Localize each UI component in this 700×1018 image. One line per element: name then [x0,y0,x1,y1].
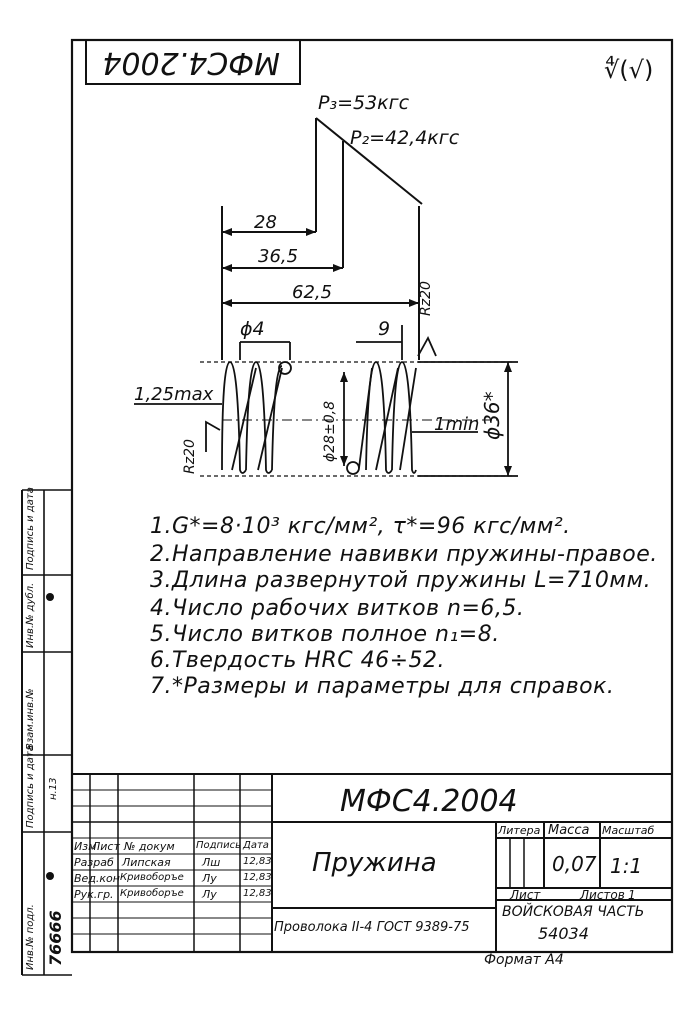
side-label-sign-date-bottom: Подпись и дата [25,745,36,828]
load-p2-label: P₂=42,4кгс [350,127,460,149]
note-3: 3.Длина развернутой пружины L=710мм. [150,568,652,593]
side-label-sign-date-top: Подпись и дата [25,487,36,570]
row-role-1: Разраб [74,856,114,869]
note-1: 1.G*=8·10³ кгс/мм², τ*=96 кгс/мм². [150,514,571,539]
org-line-1: ВОЙСКОВАЯ ЧАСТЬ [502,904,645,920]
dim-9: 9 [378,318,391,340]
dim-phi4: ϕ4 [240,318,265,340]
title-doc-code: МФС4.2004 [340,784,518,819]
row-name-3: Кривоборъе [120,888,184,899]
col-izm: Изм [74,840,97,853]
load-p3-label: P₃=53кгс [318,92,410,114]
side-date-sig: н.13 [48,777,59,800]
row-date-3: 12,83 [243,888,272,899]
dim-phi36: ϕ36* [480,391,504,440]
side-inv-number: 76666 [46,910,65,966]
dim-62-5: 62,5 [292,282,333,303]
row-sign-1: Лш [202,856,221,869]
rz20-left: Rz20 [182,439,198,474]
col-list: Лист [92,840,120,853]
dim-phi28: ϕ28±0,8 [322,400,338,462]
material-spec: Проволока II-4 ГОСТ 9389-75 [274,920,470,935]
dim-28: 28 [254,212,277,233]
note-2: 2.Направление навивки пружины-правое. [150,542,658,567]
mass-value: 0,07 [552,852,597,876]
row-role-2: Вед.кон [74,872,120,885]
scale-value: 1:1 [610,854,643,878]
col-date: Дата [243,840,269,851]
rz20-top: Rz20 [418,281,434,316]
side-label-vzam-inv: Взам.инв.№ [25,688,36,750]
litera-label: Литера [498,824,541,837]
row-role-3: Рук.гр. [74,888,114,901]
sheets-label: Листов [580,888,625,902]
note-7: 7.*Размеры и параметры для справок. [150,674,615,699]
roughness-mark: ∜(√) [604,56,654,84]
note-4: 4.Число рабочих витков n=6,5. [150,596,525,621]
row-name-2: Кривоборъе [120,872,184,883]
format-label: Формат А4 [484,952,564,968]
row-sign-3: Лу [202,888,217,901]
dim-36-5: 36,5 [258,246,299,267]
title-part-name: Пружина [312,848,437,878]
note-5: 5.Число витков полное n₁=8. [150,622,500,647]
row-date-2: 12,83 [243,872,272,883]
scale-label: Масштаб [602,824,655,837]
side-label-inv-podl: Инв.№ подл. [25,904,36,970]
sheets-value: 1 [628,888,636,902]
doc-code-rotated: МФС4.2004 [102,45,280,80]
mass-label: Масса [548,823,590,838]
col-sign: Подпись [196,840,241,851]
org-line-2: 54034 [538,924,589,943]
row-date-1: 12,83 [243,856,272,867]
sheet-label: Лист [510,888,541,902]
side-label-inv-dubl: Инв.№ дубл. [25,582,36,648]
dim-1-25max: 1,25max [134,384,214,405]
note-6: 6.Твердость HRC 46÷52. [150,648,446,673]
row-sign-2: Лу [202,872,217,885]
row-name-1: Липская [122,856,171,869]
col-doc: № докум [124,840,175,853]
dim-1min: 1min [434,414,480,435]
